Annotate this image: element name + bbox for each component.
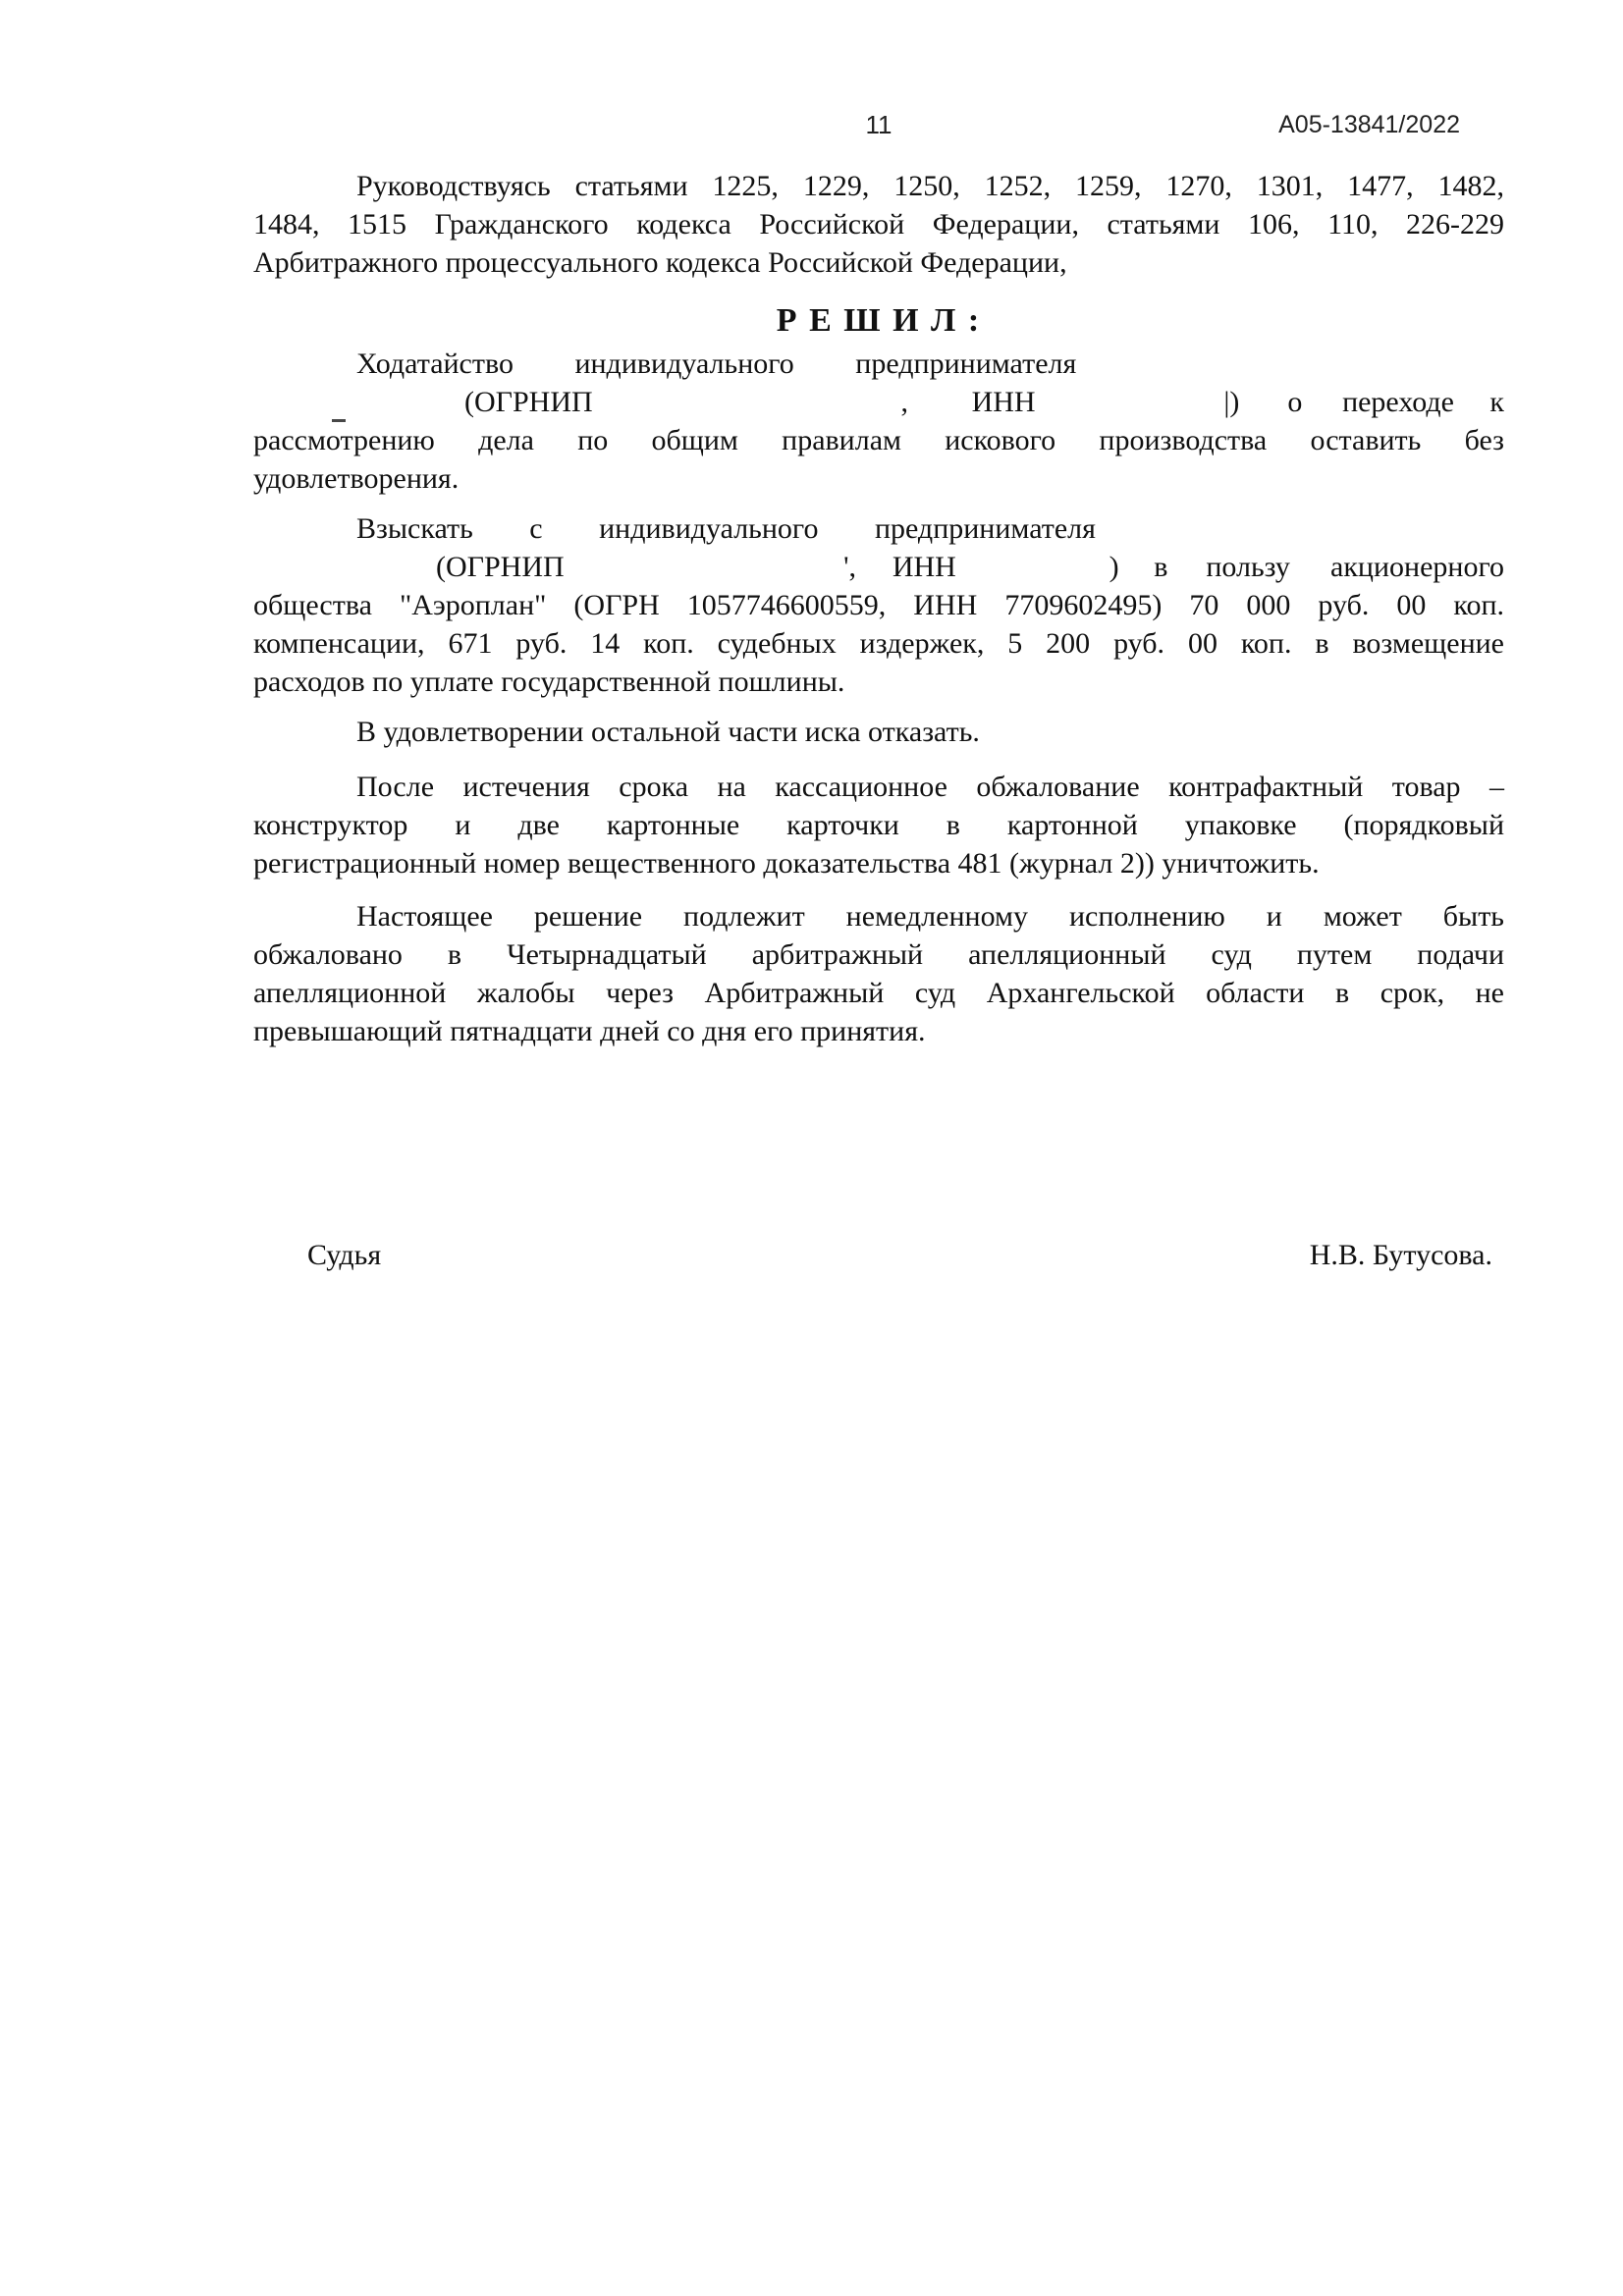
- paragraph-line: превышающий пятнадцати дней со дня его принятия.: [253, 1015, 926, 1047]
- signature-row: [253, 1236, 1504, 1274]
- paragraph-line-redacted: [253, 548, 1504, 586]
- ogrnip-label: (ОГРНИП: [464, 386, 593, 418]
- case-number: А05-13841/2022: [1278, 111, 1460, 138]
- redaction-artifact-paren: |): [1223, 386, 1240, 418]
- paragraph-appeal: [253, 897, 1504, 1050]
- paragraph-line: Настоящее решение подлежит немедленному исполнению и может быть: [356, 900, 1504, 933]
- paragraph-legal-basis: [253, 167, 1504, 282]
- word: в: [1154, 551, 1168, 583]
- decision-body: [253, 167, 1504, 1274]
- paragraph-line: расходов по уплате государственной пошлины.: [253, 666, 845, 698]
- paragraph-line: Взыскать с индивидуального предпринимателя: [356, 512, 1096, 545]
- ruling-heading: Р Е Ш И Л :: [776, 302, 982, 339]
- paragraph-line: 1484, 1515 Гражданского кодекса Российской Федерации, статьями 106, 110, 226-229: [253, 208, 1504, 240]
- paragraph-line: Руководствуясь статьями 1225, 1229, 1250, 1252, 1259, 1270, 1301, 1477, 1482,: [356, 170, 1504, 202]
- paragraph-recovery: [253, 509, 1504, 701]
- paragraph-line: общества "Аэроплан" (ОГРН 1057746600559, ИНН 7709602495) 70 000 руб. 00 коп.: [253, 589, 1504, 621]
- paragraph-line: удовлетворения.: [253, 462, 460, 495]
- word: о: [1287, 386, 1303, 418]
- paragraph-line: регистрационный номер вещественного доказательства 481 (журнал 2)) уничтожить.: [253, 847, 1320, 880]
- paragraph-destruction: [253, 768, 1504, 882]
- word: переходе: [1342, 386, 1454, 418]
- inn-label: ИНН: [971, 386, 1036, 418]
- ogrnip-label: (ОГРНИП: [436, 551, 565, 583]
- word: пользу: [1206, 551, 1290, 583]
- inn-label: ИНН: [892, 551, 956, 583]
- judge-role-label: Судья: [307, 1239, 382, 1271]
- paragraph-line: В удовлетворении остальной части иска отказать.: [356, 716, 980, 748]
- paragraph-line: конструктор и две картонные карточки в картонной упаковке (порядковый: [253, 809, 1504, 841]
- paragraph-line: рассмотрению дела по общим правилам искового производства оставить без: [253, 424, 1504, 456]
- paragraph-line: компенсации, 671 руб. 14 коп. судебных издержек, 5 200 руб. 00 коп. в возмещение: [253, 627, 1504, 660]
- redaction-artifact-apostrophe: ',: [843, 551, 857, 583]
- paragraph-line: После истечения срока на кассационное обжалование контрафактный товар –: [356, 771, 1504, 803]
- paragraph-motion: [253, 345, 1504, 498]
- judge-name: Н.В. Бутусова.: [1309, 1239, 1492, 1271]
- paragraph-denial: [253, 713, 1504, 751]
- paragraph-line: апелляционной жалобы через Арбитражный суд Архангельской области в срок, не: [253, 977, 1504, 1009]
- paragraph-line: Арбитражного процессуального кодекса Российской Федерации,: [253, 246, 1067, 279]
- close-paren: ): [1109, 551, 1119, 583]
- paragraph-line: обжаловано в Четырнадцатый арбитражный апелляционный суд путем подачи: [253, 938, 1504, 971]
- comma: ,: [900, 386, 908, 418]
- page-number: 11: [865, 110, 893, 139]
- word: к: [1489, 386, 1504, 418]
- paragraph-line: Ходатайство индивидуального предпринимателя: [356, 347, 1077, 380]
- paragraph-line-redacted: [253, 383, 1504, 421]
- word: акционерного: [1330, 551, 1504, 583]
